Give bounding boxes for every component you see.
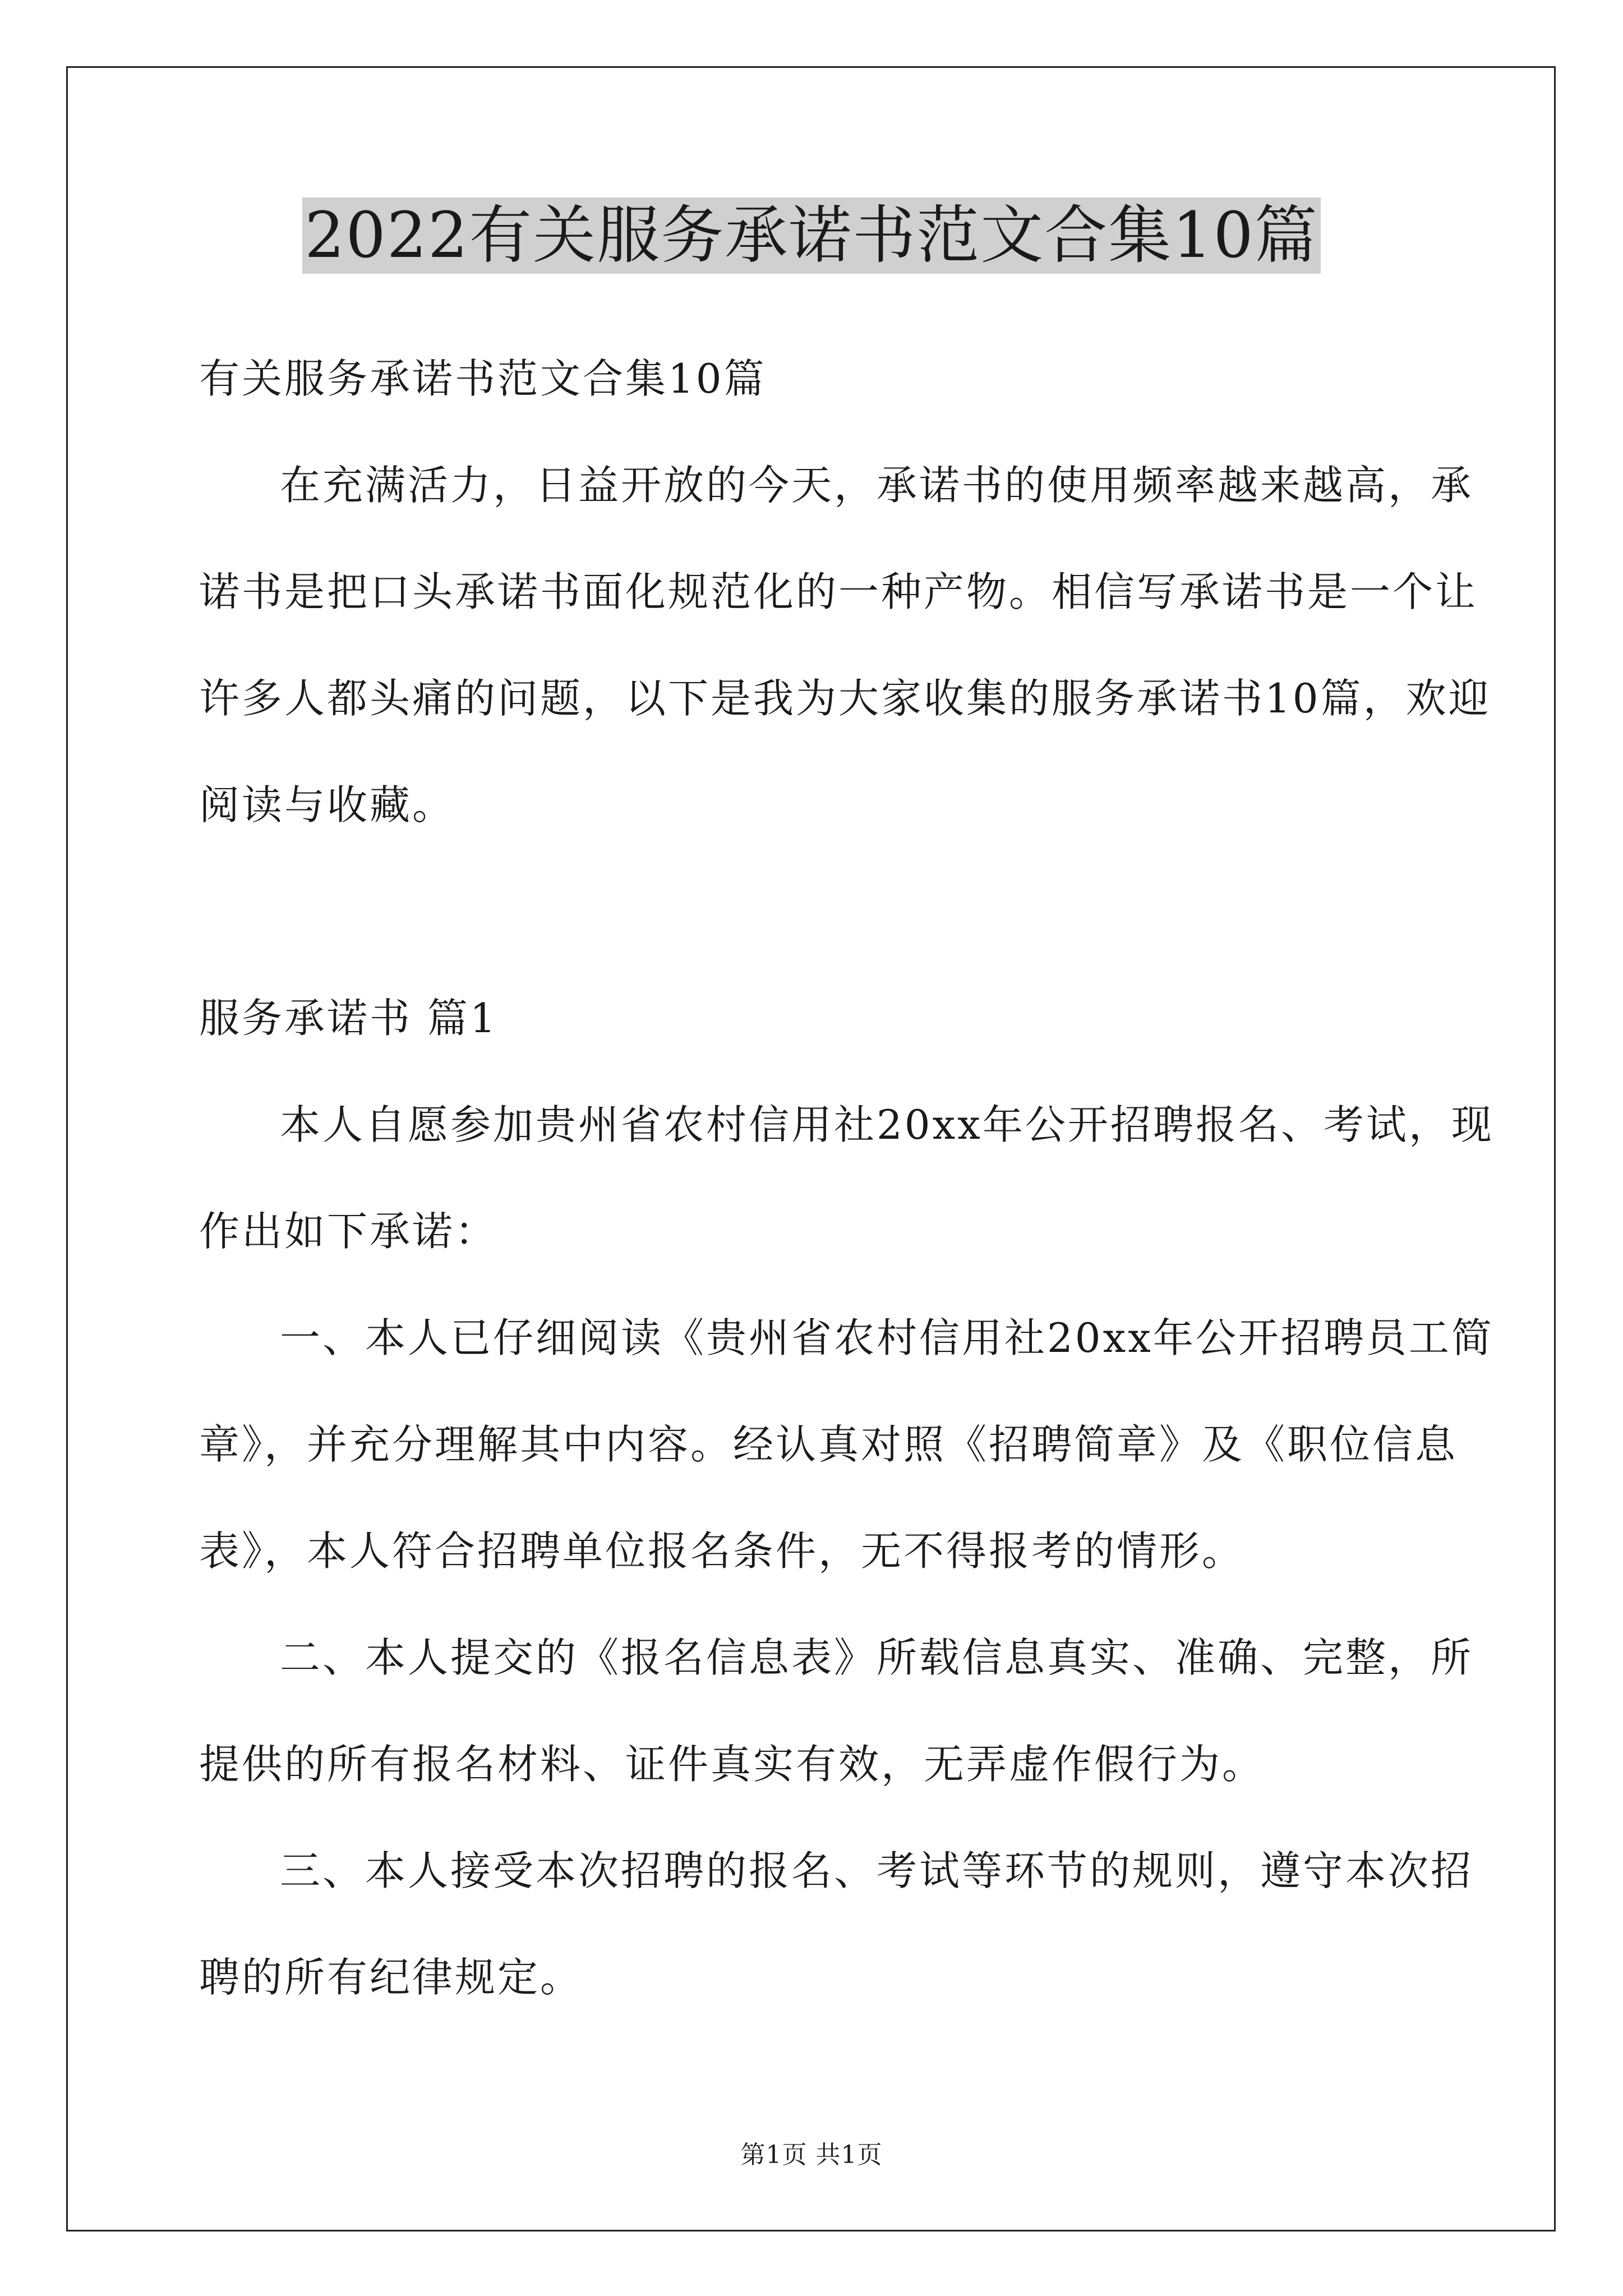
paragraph-line: 作出如下承诺： — [199, 1208, 498, 1255]
paragraph-line: 本人自愿参加贵州省农村信用社20xx年公开招聘报名、考试，现 — [280, 1101, 1494, 1148]
page-number-footer: 第1页 共1页 — [740, 2141, 883, 2169]
paragraph-line: 一、本人已仔细阅读《贵州省农村信用社20xx年公开招聘员工简 — [280, 1314, 1494, 1361]
section-heading: 服务承诺书 篇1 — [199, 995, 498, 1042]
paragraph-line: 三、本人接受本次招聘的报名、考试等环节的规则，遵守本次招 — [280, 1847, 1474, 1894]
paragraph-line: 提供的所有报名材料、证件真实有效，无弄虚作假行为。 — [199, 1741, 1265, 1788]
intro-line: 阅读与收藏。 — [199, 781, 455, 829]
paragraph-line: 表》，本人符合招聘单位报名条件，无不得报考的情形。 — [199, 1527, 1245, 1575]
paragraph-line: 聘的所有纪律规定。 — [199, 1954, 583, 2001]
intro-line: 许多人都头痛的问题，以下是我为大家收集的服务承诺书10篇，欢迎 — [199, 675, 1491, 722]
document-title: 2022有关服务承诺书范文合集10篇 — [302, 197, 1321, 274]
intro-line: 在充满活力，日益开放的今天，承诺书的使用频率越来越高，承 — [280, 462, 1474, 509]
document-subtitle: 有关服务承诺书范文合集10篇 — [199, 355, 767, 402]
intro-line: 诺书是把口头承诺书面化规范化的一种产物。相信写承诺书是一个让 — [199, 568, 1478, 615]
title-container — [0, 197, 1623, 274]
paragraph-line: 章》，并充分理解其中内容。经认真对照《招聘简章》及《职位信息 — [199, 1421, 1458, 1468]
paragraph-line: 二、本人提交的《报名信息表》所载信息真实、准确、完整，所 — [280, 1634, 1474, 1681]
